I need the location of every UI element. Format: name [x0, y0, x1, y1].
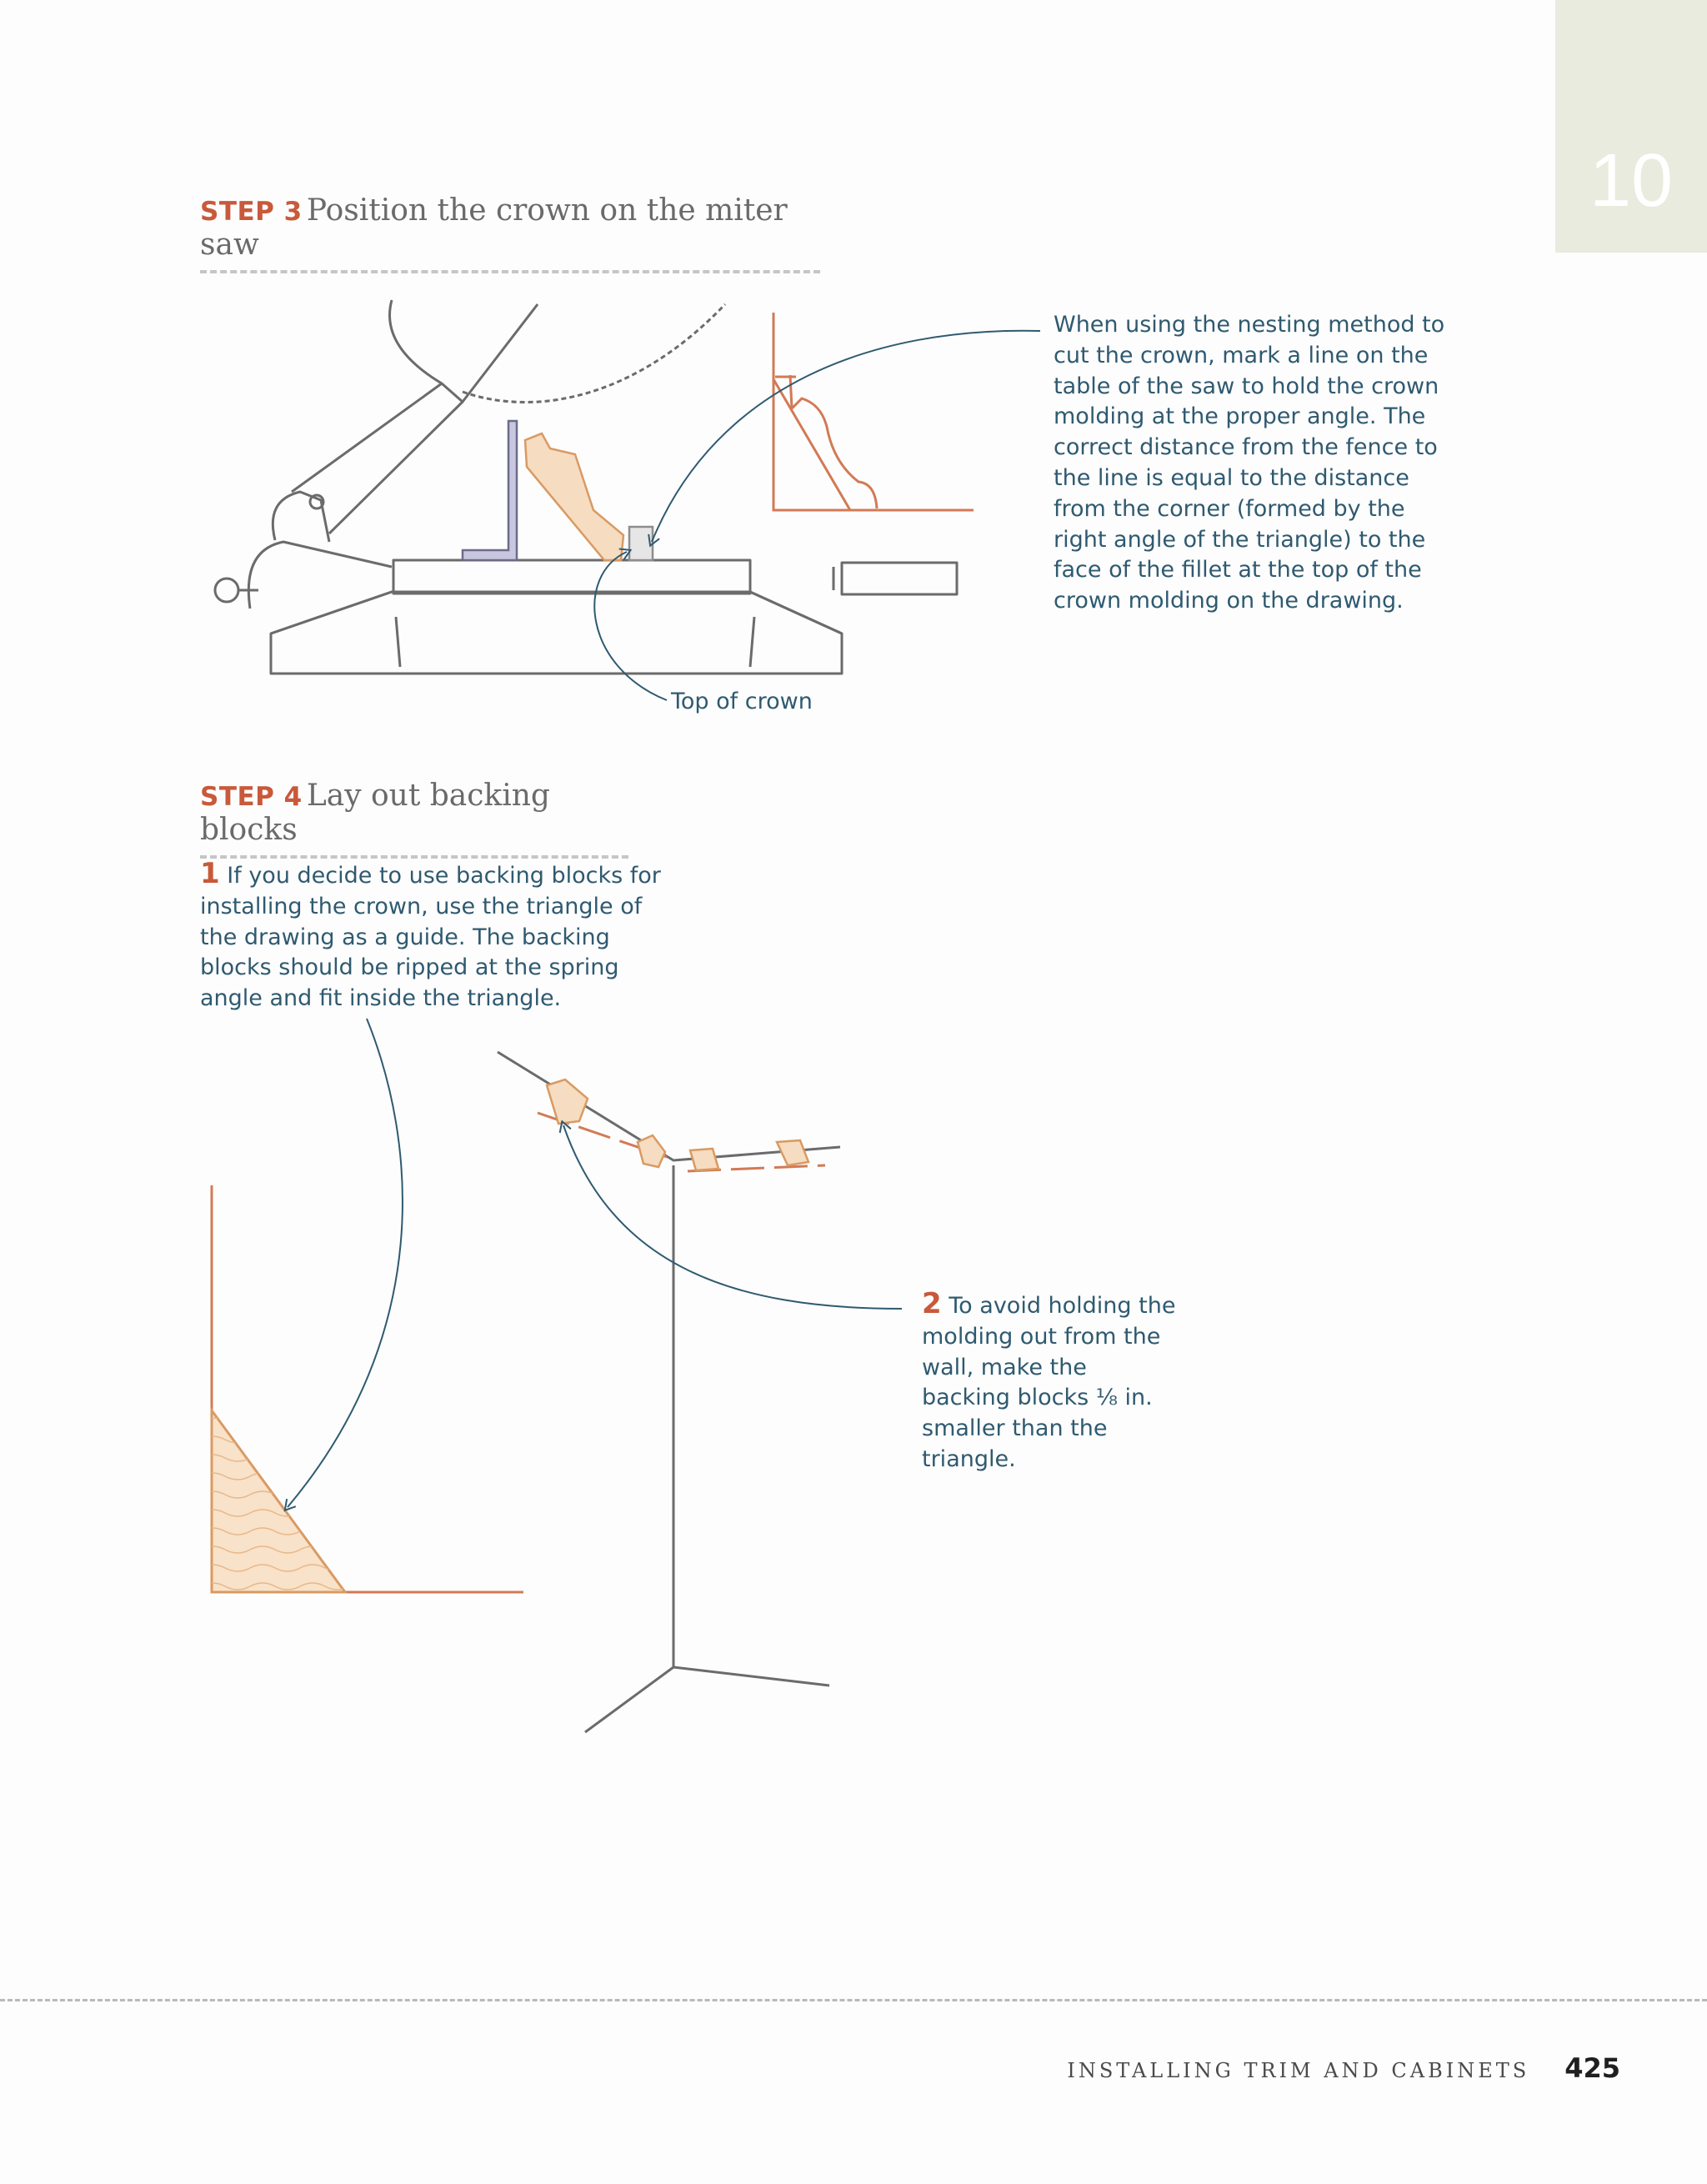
step3-callout: When using the nesting method to cut the crown, mark a line on the table of the saw to hold the crown molding at the proper angle. The correct distance from the fence to the line is equal to the distance from the corner (formed by the right angle of the triangle) to the face of the fillet at the top of the crown molding on the drawing. — [1054, 312, 1445, 614]
note-1-text: If you decide to use backing blocks for installing the crown, use the triangle of the drawing as a guide. The backing blocks should be ripped at the spring angle and fit inside the triangle. — [200, 863, 661, 1012]
crown-profile-drawing — [773, 313, 974, 510]
step4-title: Lay out backing blocks — [200, 779, 550, 847]
top-of-crown-arrow — [594, 552, 667, 700]
note-2-arrow — [563, 1125, 902, 1309]
note-1-arrow — [288, 1019, 403, 1507]
crown-molding-on-saw — [525, 433, 623, 560]
backing-blocks — [547, 1079, 808, 1170]
fence — [463, 421, 517, 560]
chapter-number: 10 — [1589, 139, 1674, 223]
top-of-crown-label: Top of crown — [671, 689, 813, 714]
note-2-text: To avoid holding the molding out from the wall, make the backing blocks ⅛ in. smaller than the triangle. — [922, 1293, 1176, 1472]
step3-title: Position the crown on the miter saw — [200, 193, 788, 262]
backing-block-layout — [212, 1185, 523, 1592]
page-number: 425 — [1564, 2052, 1620, 2084]
footer-section-title: INSTALLING TRIM AND CABINETS — [1067, 2059, 1530, 2082]
stop-block — [629, 527, 653, 560]
note-1-number: 1 — [200, 857, 220, 890]
step4-label: STEP 4 — [200, 782, 303, 812]
step3-label: STEP 3 — [200, 197, 303, 227]
note-2-number: 2 — [922, 1287, 942, 1320]
